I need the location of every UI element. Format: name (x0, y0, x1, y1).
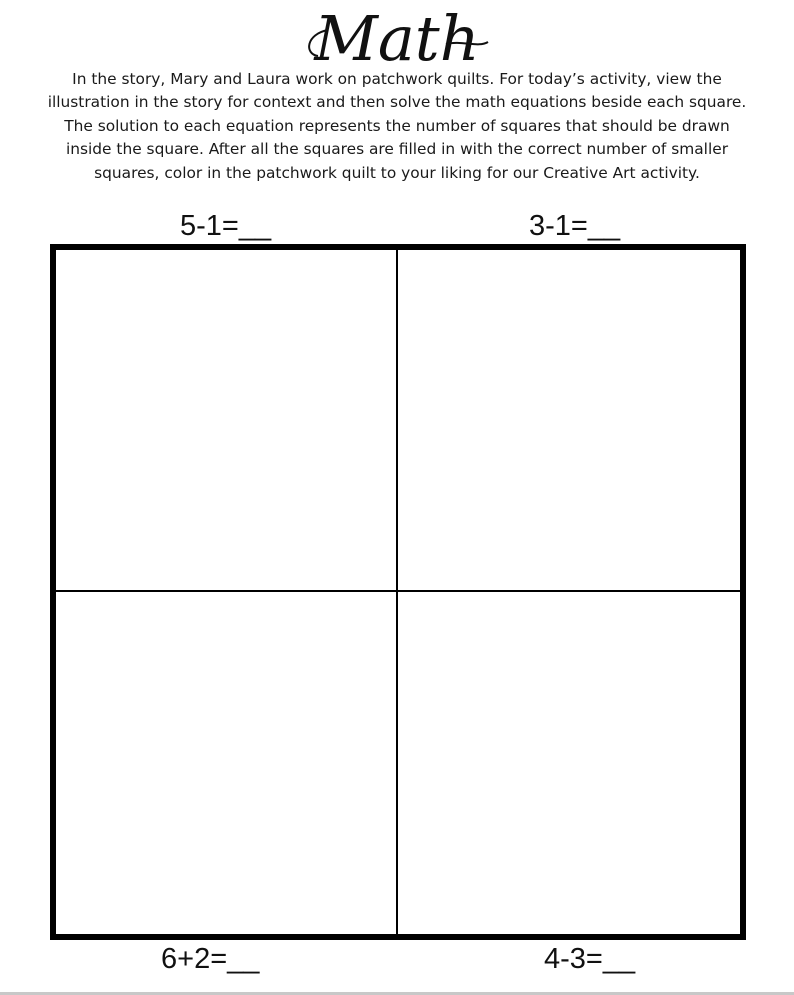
title-text: Math (314, 4, 480, 70)
quilt-grid (50, 244, 746, 940)
title-script (0, 4, 794, 70)
quilt-square-bottom-right[interactable] (396, 590, 742, 936)
equation-top-right: 3-1=__ (529, 210, 621, 242)
instructions-paragraph: In the story, Mary and Laura work on patchwork quilts. For today’s activity, view the illustration in the story for context and then solve the math equations beside each square. The solution to each equation represents the number of squares that should be drawn inside the square. After all the squares are filled in with the correct number of smaller squares, color in the patchwork quilt to your liking for our Creative Art activity. (47, 70, 747, 182)
worksheet-title (0, 4, 794, 70)
equation-bottom-left: 6+2=__ (161, 943, 260, 975)
equation-bottom-right: 4-3=__ (544, 943, 636, 975)
quilt-square-top-right[interactable] (396, 248, 742, 594)
quilt-square-top-left[interactable] (54, 248, 400, 594)
equation-top-left: 5-1=__ (180, 210, 272, 242)
quilt-square-bottom-left[interactable] (54, 590, 400, 936)
